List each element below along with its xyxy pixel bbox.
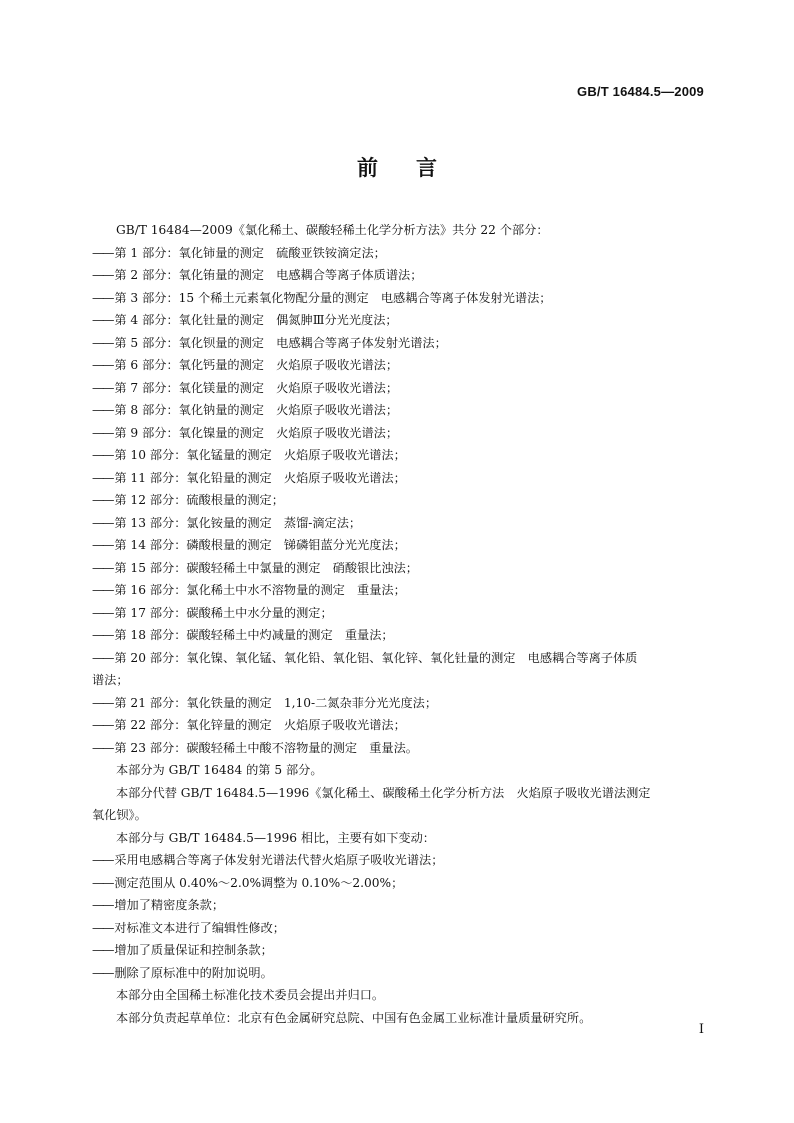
- change-item: —— 增加了精密度条款；: [92, 894, 707, 917]
- list-item-part-14: —— 第 14 部分：磷酸根量的测定 锑磷钼蓝分光光度法；: [92, 534, 707, 557]
- list-item-part-1: —— 第 1 部分：氧化铈量的测定 硫酸亚铁铵滴定法；: [92, 242, 707, 265]
- list-item-part-11: —— 第 11 部分：氧化铅量的测定 火焰原子吸收光谱法；: [92, 467, 707, 490]
- change-item: —— 增加了质量保证和控制条款；: [92, 939, 707, 962]
- page-number: I: [698, 1022, 704, 1037]
- list-item-part-2: —— 第 2 部分：氧化铕量的测定 电感耦合等离子体质谱法；: [92, 264, 707, 287]
- list-item-part-8: —— 第 8 部分：氧化钠量的测定 火焰原子吸收光谱法；: [92, 399, 707, 422]
- page-title: 前言: [357, 156, 475, 180]
- list-item-part-7: —— 第 7 部分：氧化镁量的测定 火焰原子吸收光谱法；: [92, 377, 707, 400]
- replaces-paragraph-continued: 氧化钡》。: [92, 808, 147, 822]
- list-item-part-16: —— 第 16 部分：氯化稀土中水不溶物量的测定 重量法；: [92, 579, 707, 602]
- standard-number-header: GB/T 16484.5—2009: [577, 84, 704, 99]
- drafters-paragraph: 本部分负责起草单位：北京有色金属研究总院、中国有色金属工业标准计量质量研究所。: [116, 1010, 592, 1025]
- list-item-part-18: —— 第 18 部分：碳酸轻稀土中灼减量的测定 重量法；: [92, 624, 707, 647]
- change-item: —— 删除了原标准中的附加说明。: [92, 962, 707, 985]
- list-item-part-3: —— 第 3 部分：15 个稀土元素氧化物配分量的测定 电感耦合等离子体发射光谱法；: [92, 287, 707, 310]
- list-item-part-6: —— 第 6 部分：氧化钙量的测定 火焰原子吸收光谱法；: [92, 354, 707, 377]
- list-item-part-5: —— 第 5 部分：氧化钡量的测定 电感耦合等离子体发射光谱法；: [92, 332, 707, 355]
- change-item: —— 对标准文本进行了编辑性修改；: [92, 917, 707, 940]
- proposer-paragraph: 本部分由全国稀土标准化技术委员会提出并归口。: [116, 988, 385, 1002]
- list-item-part-9: —— 第 9 部分：氧化镍量的测定 火焰原子吸收光谱法；: [92, 422, 707, 445]
- change-item: —— 采用电感耦合等离子体发射光谱法代替火焰原子吸收光谱法；: [92, 849, 707, 872]
- list-item-part-10: —— 第 10 部分：氧化锰量的测定 火焰原子吸收光谱法；: [92, 444, 707, 467]
- list-item-part-21: —— 第 21 部分：氧化铁量的测定 1,10-二氮杂菲分光光度法；: [92, 692, 707, 715]
- list-item-part-15: —— 第 15 部分：碳酸轻稀土中氯量的测定 硝酸银比浊法；: [92, 557, 707, 580]
- list-item-part-20-continued: 谱法；: [92, 673, 129, 687]
- list-item-part-13: —— 第 13 部分：氯化铵量的测定 蒸馏-滴定法；: [92, 512, 707, 535]
- list-item-part-4: —— 第 4 部分：氧化钍量的测定 偶氮胂Ⅲ分光光度法；: [92, 309, 707, 332]
- list-item-part-22: —— 第 22 部分：氧化锌量的测定 火焰原子吸收光谱法；: [92, 714, 707, 737]
- list-item-part-20: —— 第 20 部分：氧化镍、氧化锰、氧化铅、氧化铝、氧化锌、氧化钍量的测定 电感耦合等离子体质: [92, 647, 707, 670]
- change-item: —— 测定范围从 0.40%～2.0%调整为 0.10%～2.00%；: [92, 872, 707, 895]
- intro-paragraph: GB/T 16484—2009《氯化稀土、碳酸轻稀土化学分析方法》共分 22 个部分：: [116, 223, 549, 237]
- changes-intro-paragraph: 本部分与 GB/T 16484.5—1996 相比，主要有如下变动：: [116, 830, 435, 845]
- list-item-part-23: —— 第 23 部分：碳酸轻稀土中酸不溶物量的测定 重量法。: [92, 737, 707, 760]
- this-part-paragraph: 本部分为 GB/T 16484 的第 5 部分。: [116, 763, 323, 777]
- replaces-paragraph: 本部分代替 GB/T 16484.5—1996《氯化稀土、碳酸稀土化学分析方法 火焰原子吸收光谱法测定: [116, 785, 651, 800]
- list-item-part-12: —— 第 12 部分：硫酸根量的测定；: [92, 489, 707, 512]
- foreword-body: [92, 219, 707, 1029]
- list-item-part-17: —— 第 17 部分：碳酸稀土中水分量的测定；: [92, 602, 707, 625]
